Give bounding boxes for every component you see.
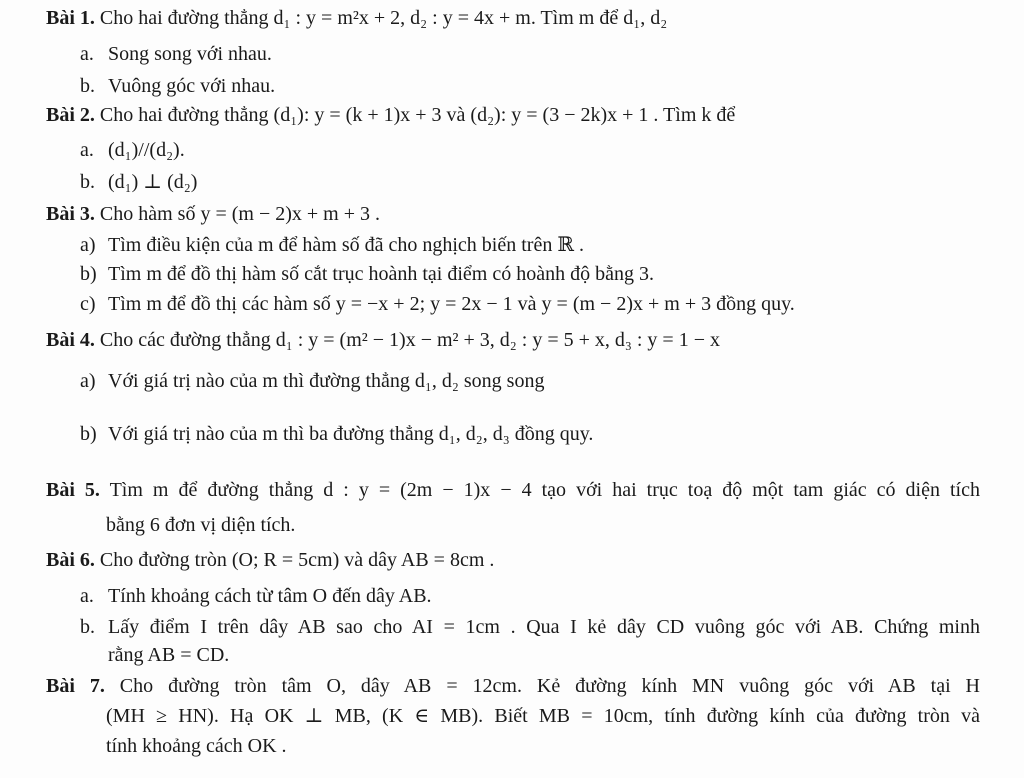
item-mark: b. bbox=[80, 171, 95, 193]
problem-7-text: Cho đường tròn tâm O, dây AB = 12cm. Kẻ đường kính MN vuông góc với AB tại H bbox=[119, 675, 981, 697]
problem-6-text: Cho đường tròn (O; R = 5cm) và dây AB = 8cm . bbox=[99, 549, 495, 571]
problem-3-text: Cho hàm số y = (m − 2)x + m + 3 . bbox=[99, 203, 381, 225]
item-mark: b. bbox=[80, 75, 95, 97]
item-text: Lấy điểm I trên dây AB sao cho AI = 1cm . Qua I kẻ dây CD vuông góc với AB. Chứng minh bbox=[108, 616, 980, 638]
item-text: Tìm m để đồ thị các hàm số y = −x + 2; y = 2x − 1 và y = (m − 2)x + m + 3 đồng quy. bbox=[108, 293, 795, 315]
item-mark: b. bbox=[80, 616, 95, 638]
item-text-2: rằng AB = CD. bbox=[108, 644, 230, 666]
problem-7-text-2: (MH ≥ HN). Hạ OK ⊥ MB, (K ∈ MB). Biết MB = 10cm, tính đường kính của đường tròn và bbox=[106, 705, 980, 727]
item-text: Vuông góc với nhau. bbox=[108, 75, 276, 97]
problem-1-item-a bbox=[80, 42, 272, 66]
problem-6-item-b-continued bbox=[108, 643, 229, 667]
problem-4 bbox=[46, 328, 720, 352]
item-text: Tìm điều kiện của m để hàm số đã cho nghịch biến trên ℝ . bbox=[108, 234, 584, 256]
problem-4-label: Bài 4. bbox=[46, 329, 95, 351]
problem-2-label: Bài 2. bbox=[46, 104, 95, 126]
problem-7 bbox=[46, 674, 980, 698]
item-text: Song song với nhau. bbox=[108, 43, 272, 65]
problem-7-text-3: tính khoảng cách OK . bbox=[106, 735, 287, 757]
item-mark: c) bbox=[80, 293, 96, 315]
problem-7-continued bbox=[106, 704, 980, 728]
problem-2-text: Cho hai đường thẳng (d₁): y = (k + 1)x + 3 và (d₂): y = (3 − 2k)x + 1 . Tìm k để bbox=[99, 104, 736, 126]
item-text: Tính khoảng cách từ tâm O đến dây AB. bbox=[108, 585, 432, 607]
problem-6-item-b bbox=[80, 615, 980, 639]
problem-1 bbox=[46, 6, 667, 30]
problem-7-continued-2 bbox=[106, 734, 287, 758]
problem-3-label: Bài 3. bbox=[46, 203, 95, 225]
problem-5-continued bbox=[106, 513, 295, 537]
problem-5 bbox=[46, 478, 980, 502]
problem-6-label: Bài 6. bbox=[46, 549, 95, 571]
problem-3-item-c bbox=[80, 292, 795, 316]
problem-2-item-a bbox=[80, 138, 185, 162]
problem-5-text-2: bằng 6 đơn vị diện tích. bbox=[106, 514, 296, 536]
item-text: Với giá trị nào của m thì ba đường thẳng d₁, d₂, d₃ đồng quy. bbox=[108, 423, 594, 445]
problem-6-item-a bbox=[80, 584, 432, 608]
problem-4-item-a bbox=[80, 369, 544, 393]
problem-2-item-b bbox=[80, 170, 197, 194]
problem-1-item-b bbox=[80, 74, 275, 98]
problem-1-text: Cho hai đường thẳng d₁ : y = m²x + 2, d₂ : y = 4x + m. Tìm m để d₁, d₂ bbox=[99, 7, 668, 29]
item-text: Tìm m để đồ thị hàm số cắt trục hoành tại điểm có hoành độ bằng 3. bbox=[108, 263, 654, 285]
problem-3-item-b bbox=[80, 262, 654, 286]
problem-1-label: Bài 1. bbox=[46, 7, 95, 29]
item-text: (d₁)//(d₂). bbox=[108, 139, 185, 161]
item-mark: a. bbox=[80, 585, 94, 607]
item-mark: a) bbox=[80, 370, 96, 392]
item-mark: a. bbox=[80, 139, 94, 161]
problem-3 bbox=[46, 202, 380, 226]
item-mark: b) bbox=[80, 423, 97, 445]
problem-4-text: Cho các đường thẳng d₁ : y = (m² − 1)x − m² + 3, d₂ : y = 5 + x, d₃ : y = 1 − x bbox=[99, 329, 720, 351]
problem-3-item-a bbox=[80, 233, 584, 257]
problem-4-item-b bbox=[80, 422, 593, 446]
item-text: (d₁) ⊥ (d₂) bbox=[108, 171, 198, 193]
problem-5-label: Bài 5. bbox=[46, 479, 100, 501]
problem-6 bbox=[46, 548, 494, 572]
problem-7-label: Bài 7. bbox=[46, 675, 105, 697]
problem-5-text: Tìm m để đường thẳng d : y = (2m − 1)x − 4 tạo với hai trục toạ độ một tam giác có diện tích bbox=[109, 479, 980, 501]
item-mark: b) bbox=[80, 263, 97, 285]
item-mark: a) bbox=[80, 234, 96, 256]
item-text: Với giá trị nào của m thì đường thẳng d₁, d₂ song song bbox=[108, 370, 545, 392]
problem-2 bbox=[46, 103, 735, 127]
item-mark: a. bbox=[80, 43, 94, 65]
